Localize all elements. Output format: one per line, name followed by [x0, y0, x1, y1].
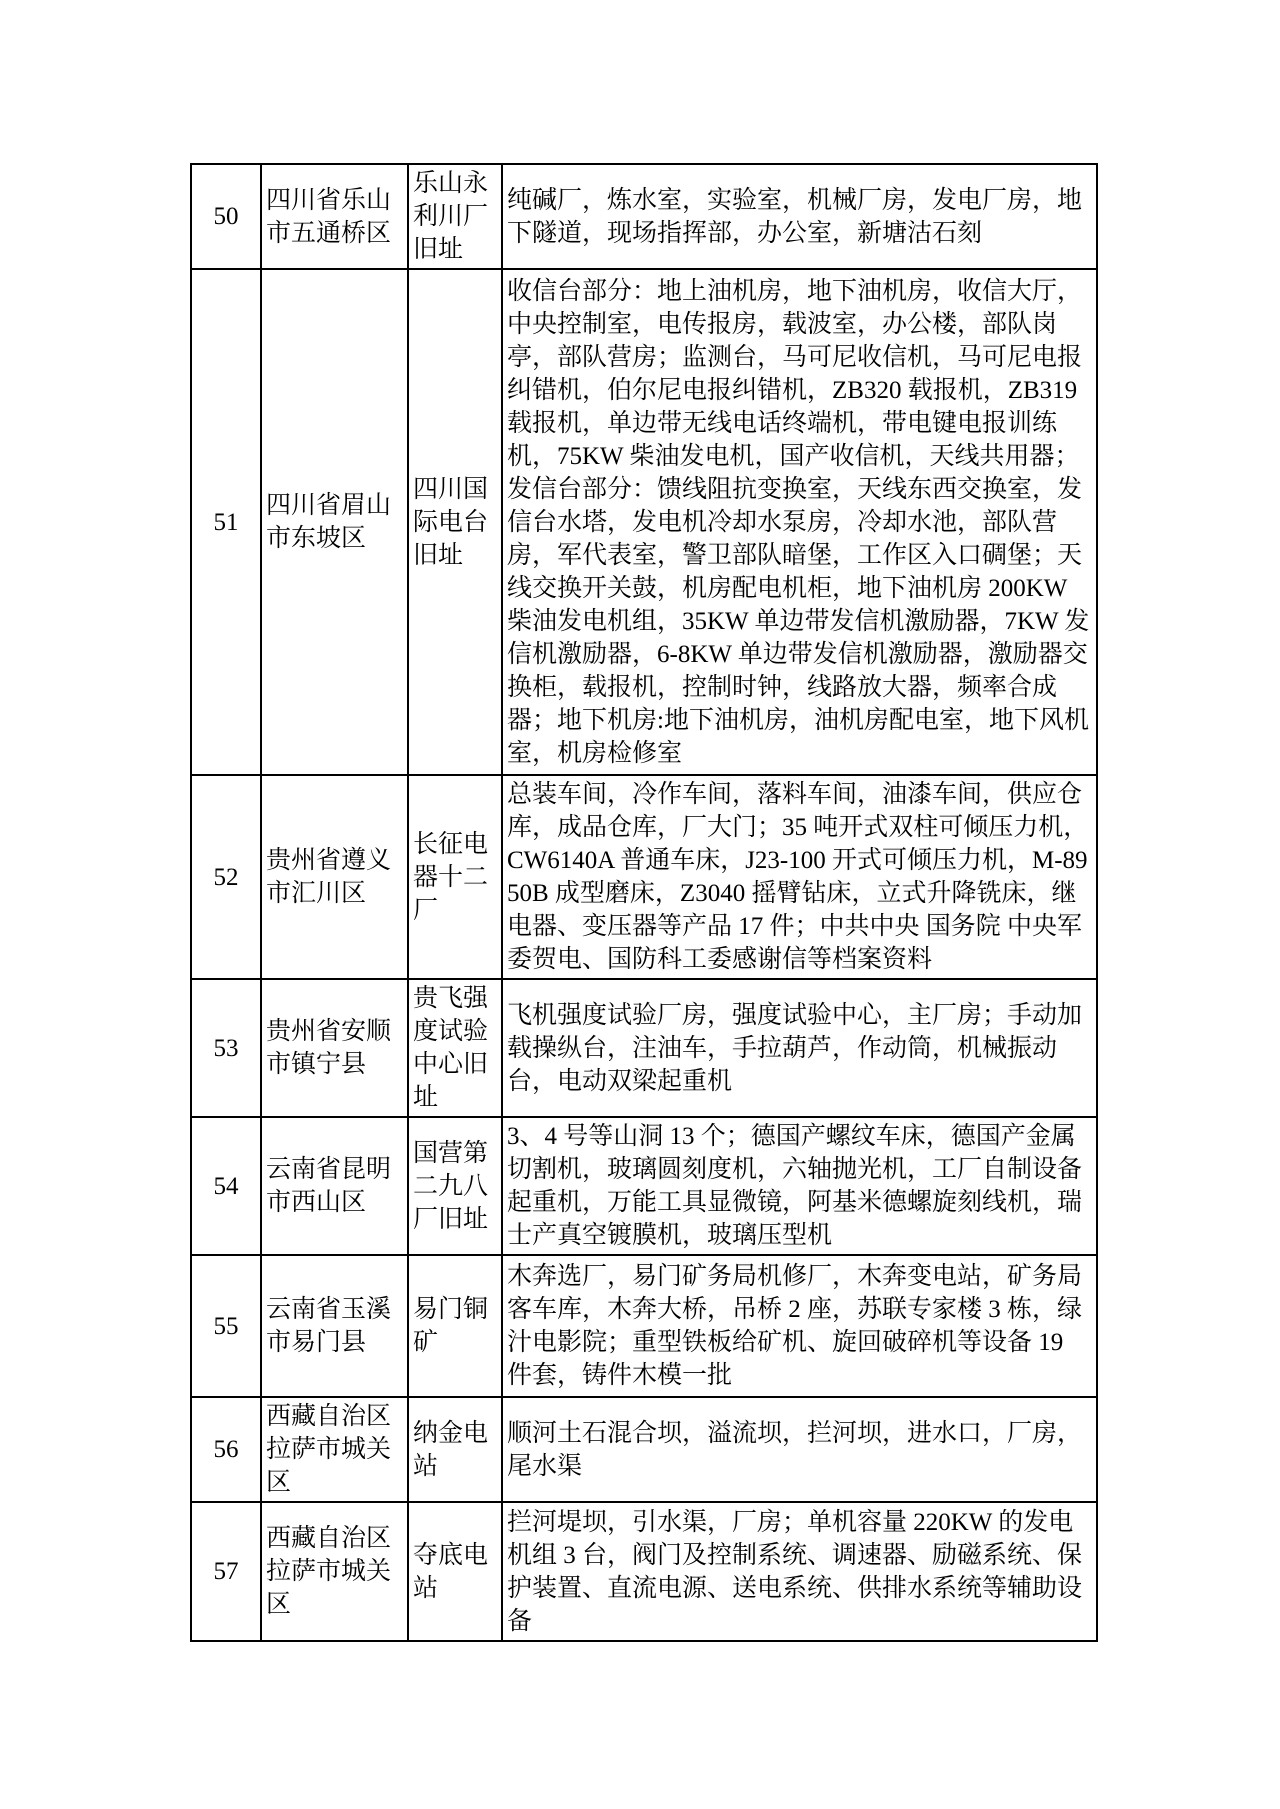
location-cell: 西藏自治区拉萨市城关区 — [261, 1502, 408, 1641]
location-cell: 贵州省遵义市汇川区 — [261, 775, 408, 979]
location-cell: 云南省昆明市西山区 — [261, 1117, 408, 1255]
row-number-cell: 57 — [191, 1502, 261, 1641]
heritage-table-body — [191, 164, 1097, 1641]
description-cell: 总装车间，冷作车间，落料车间，油漆车间，供应仓库，成品仓库，厂大门；35 吨开式双柱可倾压力机，CW6140A 普通车床，J23-100 开式可倾压力机，M-8950B 成型磨床，Z3040 摇臂钻床，立式升降铣床，继电器、变压器等产品 17 件；中共中央 国务院 中央军委贺电、国防科工委感谢信等档案资料 — [502, 775, 1097, 979]
row-number-cell: 55 — [191, 1255, 261, 1397]
row-number-cell: 51 — [191, 269, 261, 775]
table-row — [191, 979, 1097, 1117]
description-cell: 收信台部分：地上油机房，地下油机房，收信大厅，中央控制室，电传报房，载波室，办公楼，部队岗亭，部队营房；监测台，马可尼收信机，马可尼电报纠错机，伯尔尼电报纠错机，ZB320 载报机，ZB319 载报机，单边带无线电话终端机，带电键电报训练机，75KW 柴油发电机，国产收信机，天线共用器；发信台部分：馈线阻抗变换室，天线东西交换室，发信台水塔，发电机冷却水泵房，冷却水池，部队营房，军代表室，警卫部队暗堡，工作区入口碉堡；天线交换开关鼓，机房配电机柜，地下油机房 200KW 柴油发电机组，35KW 单边带发信机激励器，7KW 发信机激励器，6-8KW 单边带发信机激励器，激励器交换柜，载报机，控制时钟，线路放大器，频率合成器；地下机房:地下油机房，油机房配电室，地下风机室，机房检修室 — [502, 269, 1097, 775]
location-cell: 四川省眉山市东坡区 — [261, 269, 408, 775]
site-name-cell: 夺底电站 — [408, 1502, 502, 1641]
row-number-cell: 53 — [191, 979, 261, 1117]
table-row — [191, 1255, 1097, 1397]
site-name-cell: 长征电器十二厂 — [408, 775, 502, 979]
site-name-cell: 纳金电站 — [408, 1397, 502, 1502]
table-row — [191, 775, 1097, 979]
site-name-cell: 四川国际电台旧址 — [408, 269, 502, 775]
description-cell: 拦河堤坝，引水渠，厂房；单机容量 220KW 的发电机组 3 台，阀门及控制系统、调速器、励磁系统、保护装置、直流电源、送电系统、供排水系统等辅助设备 — [502, 1502, 1097, 1641]
table-row — [191, 164, 1097, 269]
location-cell: 西藏自治区拉萨市城关区 — [261, 1397, 408, 1502]
description-cell: 木奔选厂，易门矿务局机修厂，木奔变电站，矿务局客车库，木奔大桥，吊桥 2 座，苏联专家楼 3 栋，绿汁电影院；重型铁板给矿机、旋回破碎机等设备 19 件套，铸件木模一批 — [502, 1255, 1097, 1397]
description-cell: 3、4 号等山洞 13 个；德国产螺纹车床，德国产金属切割机，玻璃圆刻度机，六轴抛光机，工厂自制设备起重机，万能工具显微镜，阿基米德螺旋刻线机，瑞士产真空镀膜机，玻璃压型机 — [502, 1117, 1097, 1255]
heritage-table — [190, 163, 1098, 1642]
row-number-cell: 50 — [191, 164, 261, 269]
site-name-cell: 国营第二九八厂旧址 — [408, 1117, 502, 1255]
row-number-cell: 54 — [191, 1117, 261, 1255]
description-cell: 纯碱厂，炼水室，实验室，机械厂房，发电厂房，地下隧道，现场指挥部，办公室，新塘沽石刻 — [502, 164, 1097, 269]
description-cell: 顺河土石混合坝，溢流坝，拦河坝，进水口，厂房，尾水渠 — [502, 1397, 1097, 1502]
table-row — [191, 269, 1097, 775]
site-name-cell: 贵飞强度试验中心旧址 — [408, 979, 502, 1117]
site-name-cell: 乐山永利川厂旧址 — [408, 164, 502, 269]
table-row — [191, 1397, 1097, 1502]
location-cell: 四川省乐山市五通桥区 — [261, 164, 408, 269]
location-cell: 云南省玉溪市易门县 — [261, 1255, 408, 1397]
location-cell: 贵州省安顺市镇宁县 — [261, 979, 408, 1117]
site-name-cell: 易门铜矿 — [408, 1255, 502, 1397]
row-number-cell: 56 — [191, 1397, 261, 1502]
description-cell: 飞机强度试验厂房，强度试验中心，主厂房；手动加载操纵台，注油车，手拉葫芦，作动筒，机械振动台，电动双梁起重机 — [502, 979, 1097, 1117]
row-number-cell: 52 — [191, 775, 261, 979]
table-row — [191, 1502, 1097, 1641]
table-row — [191, 1117, 1097, 1255]
